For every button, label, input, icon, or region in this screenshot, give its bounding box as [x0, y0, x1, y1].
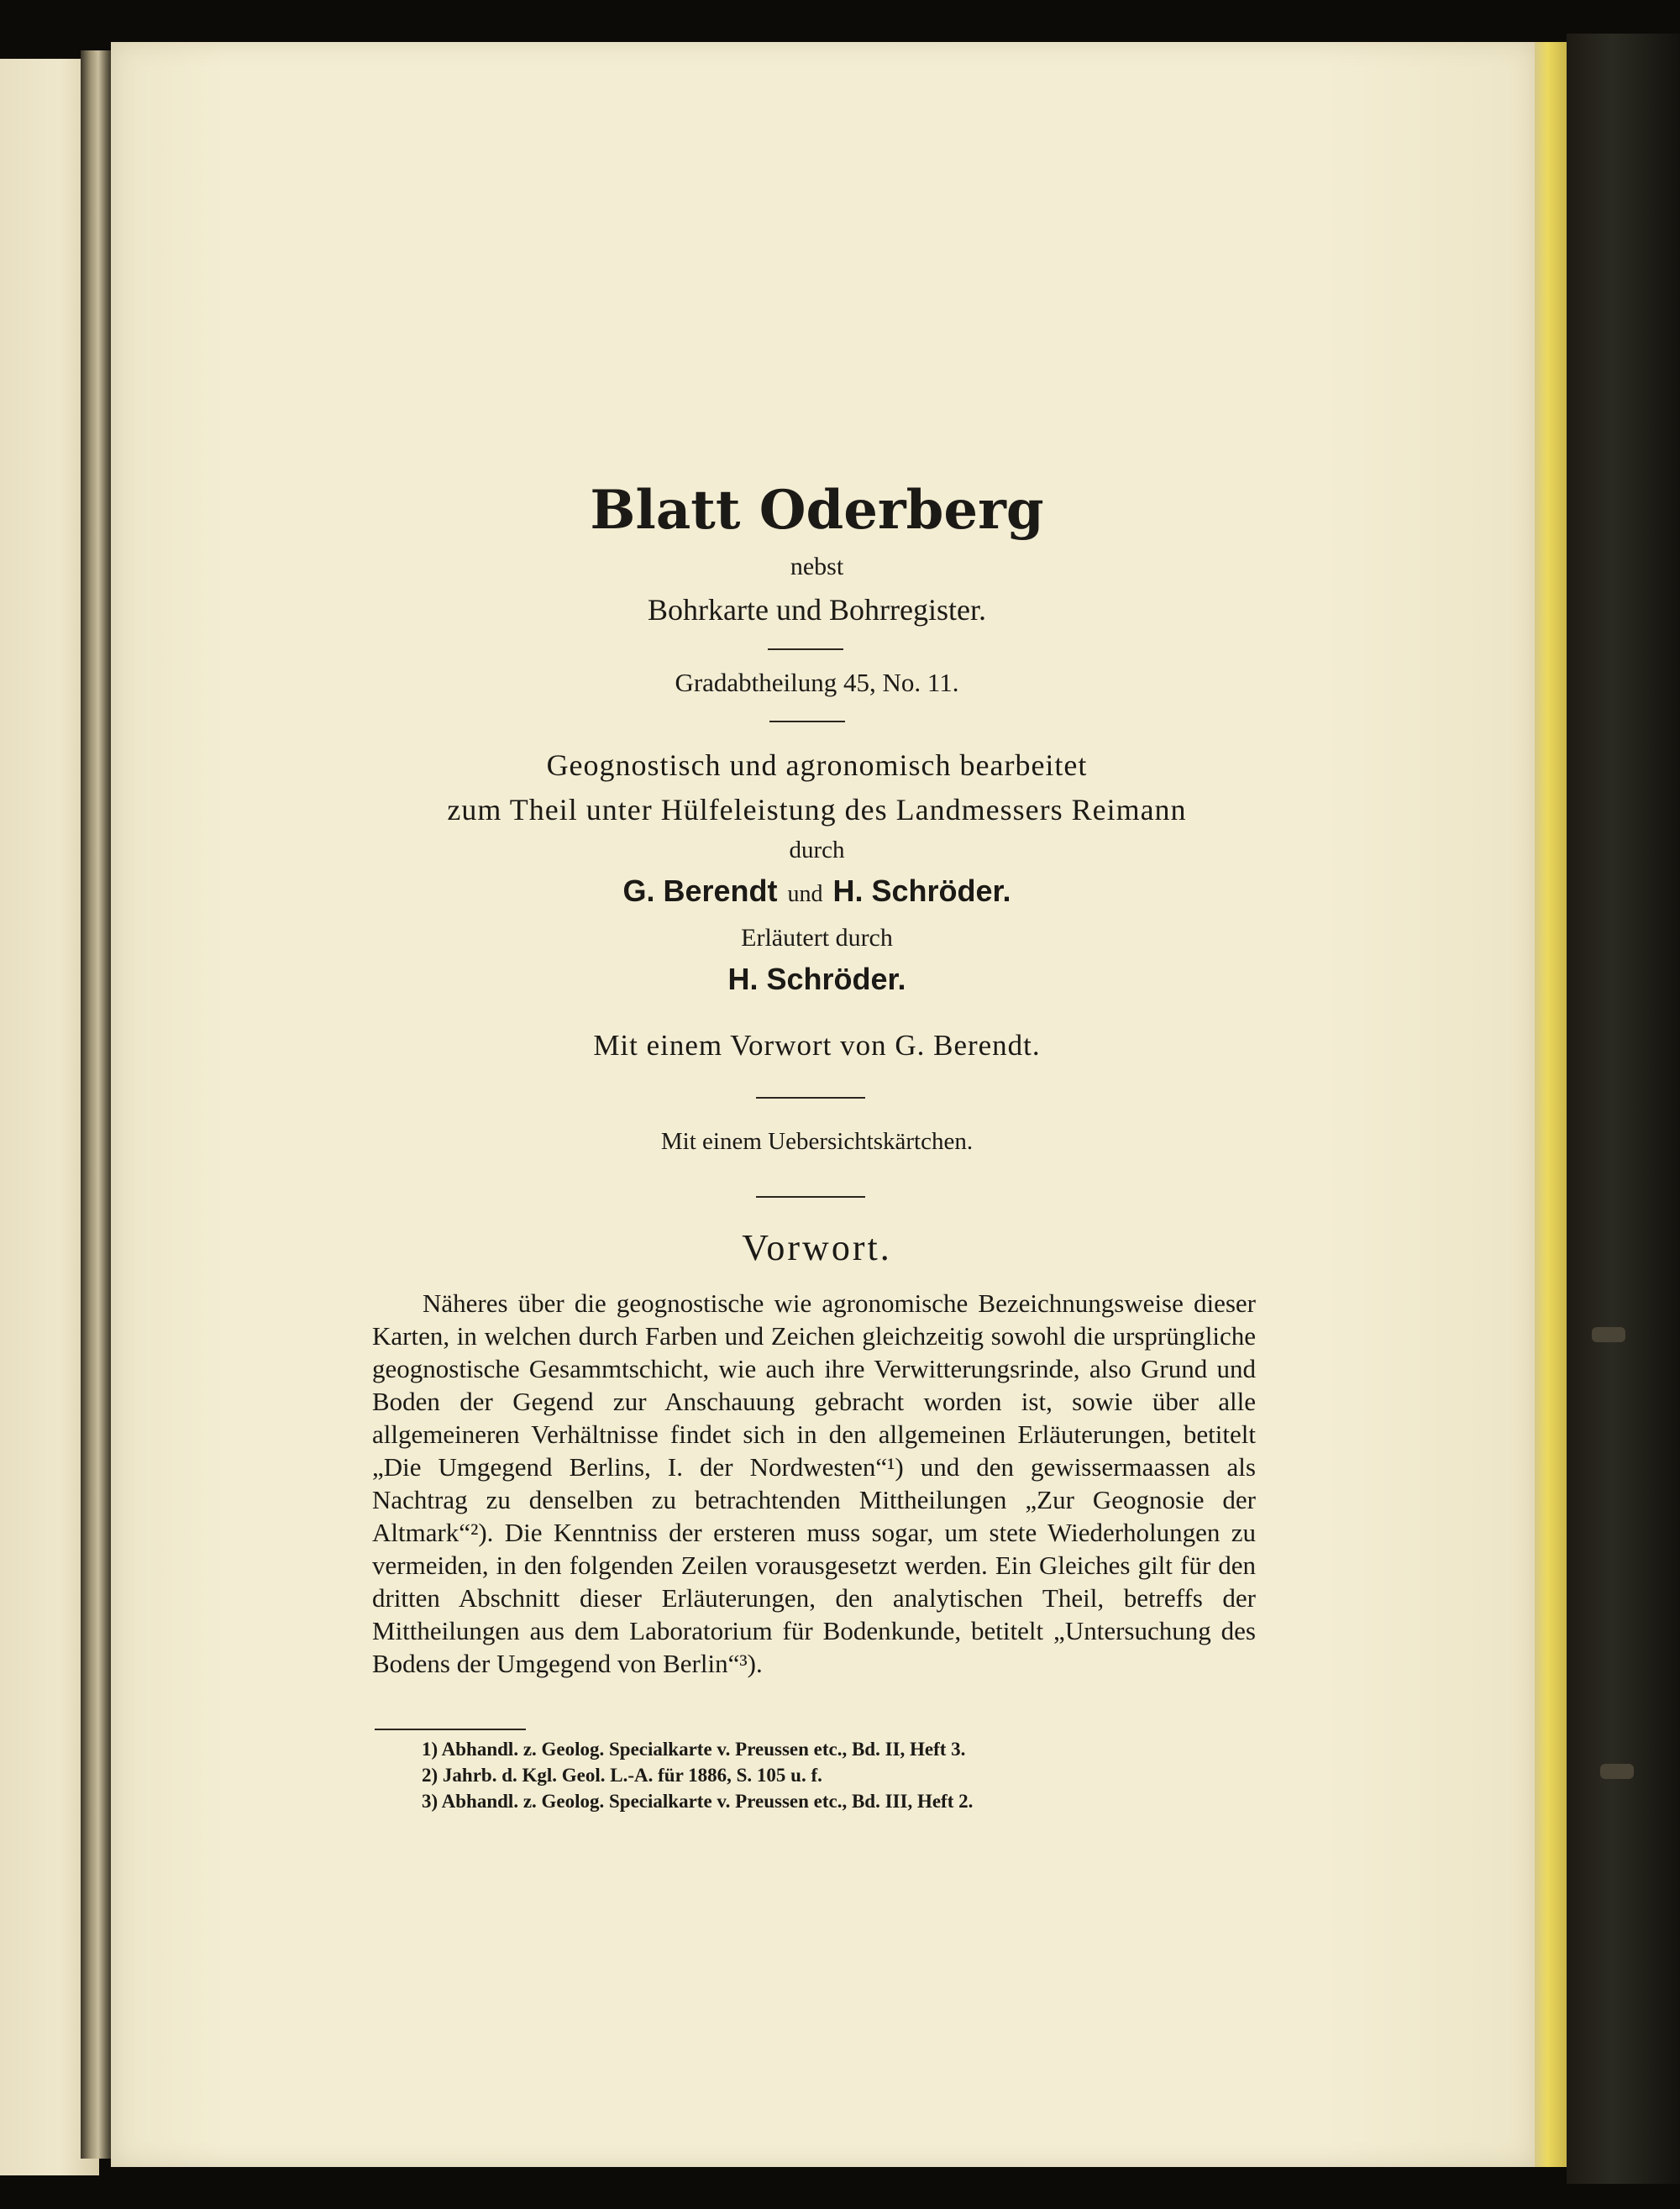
vorwort-by-line: Mit einem Vorwort von G. Berendt. [593, 1029, 1041, 1062]
divider [768, 648, 843, 650]
divider [769, 721, 845, 722]
footnote-text: Abhandl. z. Geolog. Specialkarte v. Preussen etc., Bd. II, Heft 3. [441, 1739, 966, 1760]
footnotes [422, 1736, 1178, 1814]
und-text: und [787, 881, 823, 907]
footnote-text: Jahrb. d. Kgl. Geol. L.-A. für 1886, S. 105 u. f. [442, 1765, 822, 1786]
paragraph: Näheres über die geognostische wie agronomische Bezeichnungsweise dieser Karten, in welchen durch Farben und Zeichen gleichzeitig sowohl die ursprüngliche geognostische Gesammtschicht, wie auch ihre Verwitterungsrinde, also Grund und Boden der Gegend zur Anschauung gebracht worden ist, sowie über alle allgemeineren Verhältnisse findet sich in den allgemeinen Erläuterungen, betitelt „Die Umgegend Berlins, I. der Nordwesten“¹) und den gewissermaassen als Nachtrag zu denselben zu betrachtenden Mittheilungen „Zur Geognosie der Altmark“²). Die Kenntniss der ersteren muss sogar, um stete Wiederholungen zu vermeiden, in den folgenden Zeilen vorausgesetzt werden. Ein Gleiches gilt für den dritten Abschnitt dieser Erläuterungen, den analytischen Theil, betreffs der Mittheilungen aus dem Laboratorium für Bodenkunde, betitelt „Untersuchung des Bodens der Umgegend von Berlin“³). [372, 1288, 1256, 1678]
vorwort-body [372, 1287, 1256, 1680]
bearbeitet-line-2: zum Theil unter Hülfeleistung des Landmessers Reimann [447, 793, 1187, 826]
subtitle: Bohrkarte und Bohrregister. [648, 593, 986, 627]
section-heading: Vorwort. [742, 1227, 892, 1268]
uebersicht-note: Mit einem Uebersichtskärtchen. [660, 1128, 974, 1155]
footnote-rule [375, 1729, 526, 1730]
footnote-item [422, 1788, 1178, 1814]
footnote-item [422, 1762, 1178, 1788]
bearbeitet-line-1: Geognostisch und agronomisch bearbeitet [546, 748, 1088, 782]
divider [756, 1097, 865, 1099]
footnote-mark: 3) [422, 1791, 438, 1812]
footnote-mark: 1) [422, 1739, 438, 1760]
durch-text: durch [789, 837, 845, 863]
footnote-mark: 2) [422, 1765, 438, 1786]
footnote-item [422, 1736, 1178, 1762]
document-title: Blatt Oderberg [590, 479, 1044, 542]
author-berendt: G. Berendt [622, 874, 778, 908]
divider [756, 1196, 865, 1198]
author-schroeder: H. Schröder. [832, 874, 1011, 908]
authors-line [336, 874, 1298, 909]
nebst-text: nebst [790, 553, 844, 580]
footnote-text: Abhandl. z. Geolog. Specialkarte v. Preussen etc., Bd. III, Heft 2. [441, 1791, 974, 1812]
gradabtheilung: Gradabtheilung 45, No. 11. [675, 668, 959, 697]
erlaeutert-author: H. Schröder. [727, 962, 906, 996]
erlaeutert-text: Erläutert durch [741, 924, 893, 952]
